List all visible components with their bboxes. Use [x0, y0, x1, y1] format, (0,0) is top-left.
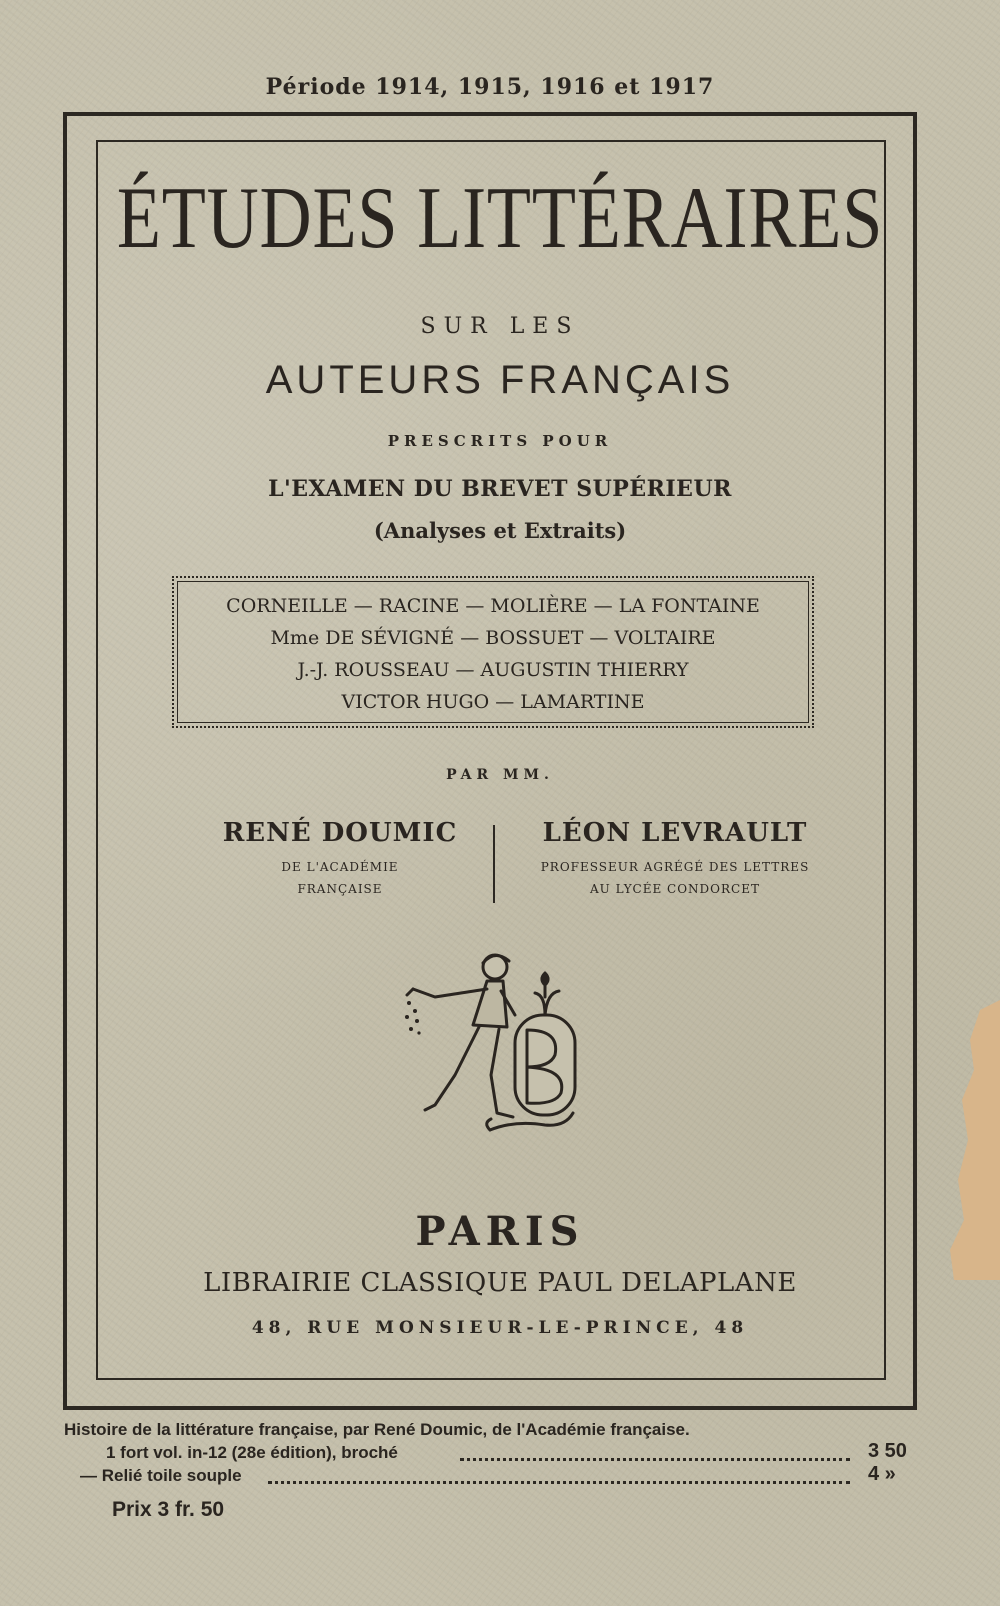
author-name: RENÉ DOUMIC — [222, 818, 458, 848]
author-note-line: FRANÇAISE — [297, 882, 383, 896]
analyses-subtitle: (Analyses et Extraits) — [373, 518, 627, 543]
leader-dots — [460, 1458, 850, 1461]
authors-line-3: J.-J. ROUSSEAU — AUGUSTIN THIERRY — [297, 659, 689, 681]
author-divider — [493, 825, 495, 903]
price-relie: 4 » — [868, 1463, 896, 1485]
sower-emblem-icon — [395, 945, 595, 1150]
prescrits-pour: PRESCRITS POUR — [387, 432, 613, 450]
leader-dots — [268, 1481, 850, 1484]
advert-title: Histoire de la littérature française, par René Doumic, de l'Académie française. — [64, 1420, 690, 1439]
subject-title: AUTEURS FRANÇAIS — [265, 358, 735, 402]
authors-line-4: VICTOR HUGO — LAMARTINE — [341, 691, 645, 713]
authors-line-1: CORNEILLE — RACINE — MOLIÈRE — LA FONTAINE — [226, 595, 760, 617]
period-heading: Période 1914, 1915, 1916 et 1917 — [265, 74, 715, 100]
author-note-line: AU LYCÉE CONDORCET — [590, 882, 760, 896]
cover-price: Prix 3 fr. 50 — [112, 1498, 225, 1521]
par-mm: PAR MM. — [446, 767, 554, 783]
book-title: ÉTUDES LITTÉRAIRES — [116, 170, 884, 267]
publisher-name: LIBRAIRIE CLASSIQUE PAUL DELAPLANE — [203, 1268, 797, 1298]
author-levrault — [505, 818, 845, 900]
author-note — [190, 856, 490, 900]
author-note-line: PROFESSEUR AGRÉGÉ DES LETTRES — [540, 860, 810, 874]
advert-volume: 1 fort vol. in-12 (28e édition), broché — [106, 1443, 398, 1462]
advert-relie: — Relié toile souple — [80, 1466, 242, 1485]
publisher-address: 48, RUE MONSIEUR-LE-PRINCE, 48 — [251, 1318, 749, 1338]
author-note — [505, 856, 845, 900]
price-broche: 3 50 — [868, 1440, 907, 1462]
sur-les: SUR LES — [420, 314, 580, 339]
authors-line-2: Mme DE SÉVIGNÉ — BOSSUET — VOLTAIRE — [270, 627, 716, 649]
city: PARIS — [415, 1208, 585, 1255]
paper-tear — [940, 1000, 1000, 1280]
authors-box — [172, 576, 814, 728]
author-name: LÉON LEVRAULT — [542, 818, 808, 848]
exam-title: L'EXAMEN DU BREVET SUPÉRIEUR — [268, 476, 732, 502]
author-note-line: DE L'ACADÉMIE — [281, 860, 399, 874]
author-doumic — [190, 818, 490, 900]
